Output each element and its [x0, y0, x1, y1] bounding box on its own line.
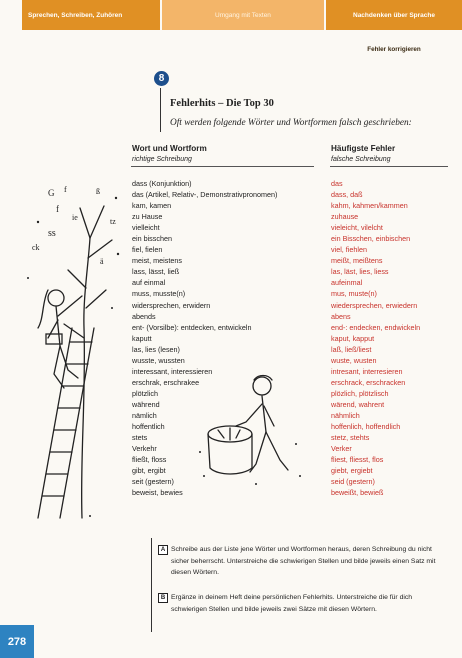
- wrong-word-row: laß, ließ/liest: [331, 344, 372, 354]
- column-divider-right: [330, 166, 448, 167]
- correct-word-row: fiel, fielen: [132, 245, 163, 255]
- tab-umgang-mit-texten[interactable]: Umgang mit Texten: [162, 0, 324, 30]
- correct-word-row: widersprechen, erwidern: [132, 300, 211, 310]
- wrong-word-row: nähmlich: [331, 410, 360, 420]
- wrong-word-row: giebt, ergiebt: [331, 466, 373, 476]
- wrong-word-row: aufeinmal: [331, 278, 363, 288]
- wrong-word-row: las, läst, lies, liess: [331, 267, 389, 277]
- correct-word-row: lass, lässt, ließ: [132, 267, 180, 277]
- wrong-spelling-list: [331, 178, 420, 498]
- wrong-word-row: seid (gestern): [331, 477, 375, 487]
- correct-word-row: muss, musste(n): [132, 289, 186, 299]
- girl-on-ladder-illustration: [20, 178, 128, 524]
- correct-word-row: erschrak, erschrakee: [132, 377, 200, 387]
- tab-sprechen-schreiben-zuhoeren[interactable]: Sprechen, Schreiben, Zuhören: [22, 0, 160, 30]
- correct-word-row: stets: [132, 433, 148, 443]
- correct-word-row: interessant, interessieren: [132, 366, 213, 376]
- task-a-text: Schreibe aus der Liste jene Wörter und Wortformen heraus, deren Schreibung du nicht sicher beherrscht. Unterstreiche die schwierigen Stellen und bilde jeweils einen Satz mit diesen Wörtern.: [171, 546, 436, 576]
- column-head-wrong: Häufigste Fehler: [331, 144, 396, 153]
- wrong-word-row: abens: [331, 311, 351, 321]
- tab-nachdenken-ueber-sprache[interactable]: Nachdenken über Sprache: [326, 0, 462, 30]
- boy-with-puzzle-illustration: [196, 372, 306, 492]
- wrong-word-row: zuhause: [331, 212, 359, 222]
- svg-text:G: G: [48, 188, 55, 198]
- svg-text:ä: ä: [100, 257, 104, 266]
- wrong-word-row: ein Bisschen, einbischen: [331, 234, 411, 244]
- correct-word-row: meist, meistens: [132, 256, 182, 266]
- svg-text:ie: ie: [72, 213, 78, 222]
- column-divider-left: [131, 166, 314, 167]
- correct-word-row: kaputt: [132, 333, 152, 343]
- column-sub-wrong: falsche Schreibung: [331, 156, 391, 163]
- page-number: 278: [0, 625, 34, 658]
- task-b-text: Ergänze in deinem Heft deine persönlichen Fehlerhits. Unterstreiche die für dich schwierigen Stellen und bilde jeweils zwei Sätze mit diesen Wörtern.: [171, 594, 413, 613]
- svg-text:f: f: [56, 204, 59, 214]
- column-sub-correct: richtige Schreibung: [132, 156, 192, 163]
- svg-text:ck: ck: [32, 243, 40, 252]
- correct-word-row: beweist, bewies: [132, 488, 183, 498]
- task-a: [158, 544, 446, 579]
- correct-word-row: ent- (Vorsilbe): entdecken, entwickeln: [132, 322, 252, 332]
- correct-word-row: gibt, ergibt: [132, 466, 166, 476]
- wrong-word-row: Verker: [331, 444, 352, 454]
- wrong-word-row: end-: endecken, endwickeln: [331, 322, 421, 332]
- wrong-word-row: intresant, interresieren: [331, 366, 403, 376]
- wrong-word-row: kahm, kahmen/kammen: [331, 201, 408, 211]
- correct-word-row: nämlich: [132, 410, 157, 420]
- wrong-word-row: beweißt, bewieß: [331, 488, 384, 498]
- task-b: [158, 592, 446, 615]
- correct-word-row: vielleicht: [132, 223, 160, 233]
- correct-word-row: las, lies (lesen): [132, 344, 180, 354]
- wrong-word-row: wiedersprechen, erwiedern: [331, 300, 418, 310]
- wrong-word-row: dass, daß: [331, 190, 363, 200]
- svg-text:ss: ss: [48, 228, 56, 239]
- section-subheading: Fehler korrigieren: [367, 46, 421, 53]
- column-head-correct: Wort und Wortform: [132, 144, 207, 153]
- wrong-word-row: das: [331, 179, 343, 188]
- wrong-word-row: wuste, wusten: [331, 355, 377, 365]
- exercise-intro: Oft werden folgende Wörter und Wortformen falsch geschrieben:: [170, 118, 412, 128]
- wrong-word-row: mus, muste(n): [331, 289, 377, 299]
- correct-word-row: während: [132, 399, 160, 409]
- correct-word-row: das (Artikel, Relativ-, Demonstrativpronomen): [132, 190, 278, 200]
- wrong-word-row: kaput, kapput: [331, 333, 375, 343]
- correct-word-row: plötzlich: [132, 388, 158, 398]
- correct-word-row: abends: [132, 311, 156, 321]
- wrong-word-row: stetz, stehts: [331, 433, 370, 443]
- wrong-word-row: wärend, wahrent: [331, 399, 385, 409]
- wrong-word-row: fliest, fliesst, flos: [331, 455, 384, 465]
- correct-word-row: Verkehr: [132, 444, 157, 454]
- correct-word-row: ein bisschen: [132, 234, 172, 244]
- correct-word-row: dass (Konjunktion): [132, 179, 192, 188]
- exercise-number-badge: 8: [154, 71, 169, 86]
- correct-word-row: wusste, wussten: [132, 355, 185, 365]
- wrong-word-row: erschrack, erschracken: [331, 377, 406, 387]
- wrong-word-row: meißt, meißtens: [331, 256, 383, 266]
- svg-text:ß: ß: [96, 187, 100, 196]
- wrong-word-row: plözlich, plötzlisch: [331, 388, 389, 398]
- wrong-word-row: hoffenlich, hoffendlich: [331, 422, 401, 432]
- task-a-marker: A: [158, 545, 168, 555]
- correct-word-row: zu Hause: [132, 212, 163, 222]
- svg-text:f: f: [64, 185, 67, 194]
- task-b-marker: B: [158, 593, 168, 603]
- wrong-word-row: vieleicht, vilelcht: [331, 223, 383, 233]
- wrong-word-row: viel, fiehlen: [331, 245, 367, 255]
- exercise-title: Fehlerhits – Die Top 30: [170, 98, 274, 109]
- correct-word-row: auf einmal: [132, 278, 166, 288]
- correct-word-row: seit (gestern): [132, 477, 174, 487]
- correct-word-row: hoffentlich: [132, 422, 165, 432]
- task-margin-rule: [151, 538, 152, 632]
- margin-rule: [160, 88, 161, 132]
- svg-text:tz: tz: [110, 217, 116, 226]
- correct-word-row: fließt, floss: [132, 455, 167, 465]
- correct-word-row: kam, kamen: [132, 201, 172, 211]
